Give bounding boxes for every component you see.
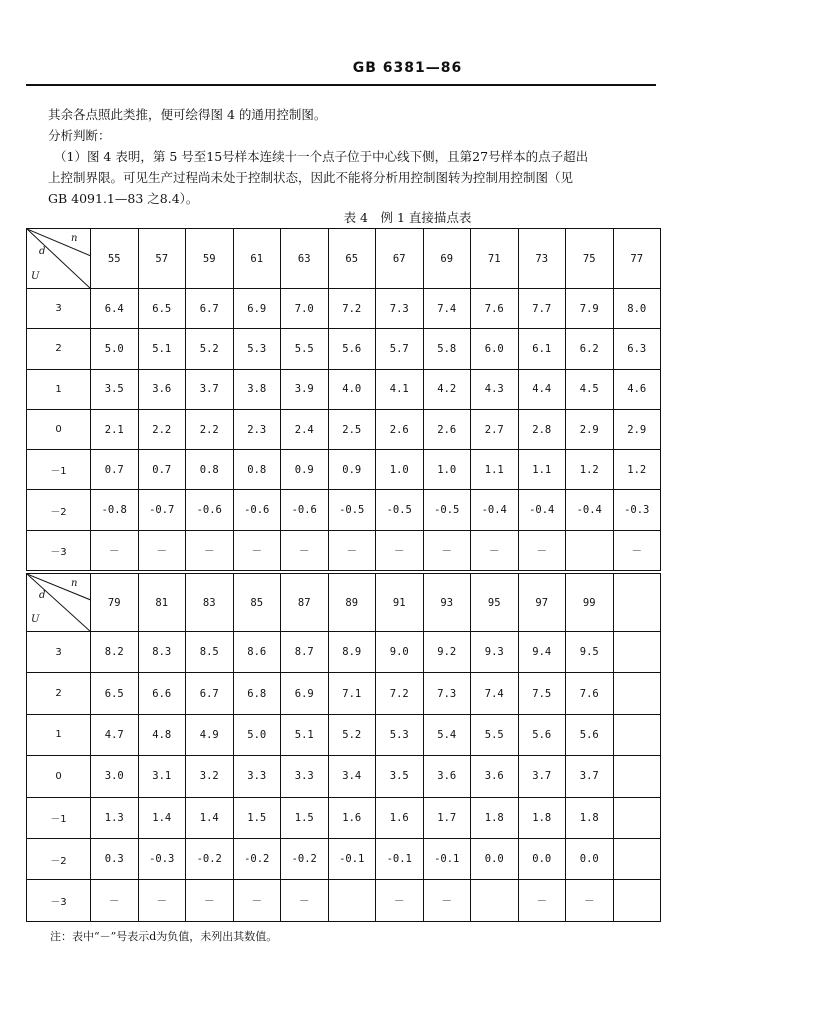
column-header-n: 71 [471, 229, 519, 289]
column-header-n: 89 [328, 574, 376, 632]
row-label-u: －2 [27, 838, 91, 879]
table-cell-d: 1.2 [613, 450, 661, 490]
table-cell-d: 9.2 [423, 632, 471, 673]
table-cell-d: 1.0 [376, 450, 424, 490]
row-label-u: 0 [27, 409, 91, 449]
table-cell-d: 3.6 [423, 756, 471, 797]
table-cell-d: 7.7 [518, 289, 566, 329]
table-cell-d: 4.1 [376, 369, 424, 409]
table-cell-d: -0.3 [138, 838, 186, 879]
table-cell-d: 0.0 [518, 838, 566, 879]
table-cell-d: 4.5 [566, 369, 614, 409]
table-cell-d: 2.8 [518, 409, 566, 449]
table-row [27, 530, 661, 570]
corner-label-n: n [71, 233, 78, 244]
table-cell-d: － [233, 880, 281, 921]
table-cell-d: 6.7 [186, 289, 234, 329]
table-row [27, 490, 661, 530]
table-cell-d: 3.3 [233, 756, 281, 797]
table-cell-d: 2.7 [471, 409, 519, 449]
table-row [27, 369, 661, 409]
row-label-u: 3 [27, 632, 91, 673]
table-cell-d: 7.2 [328, 289, 376, 329]
table-cell-d: -0.7 [138, 490, 186, 530]
table-cell-d: 0.7 [91, 450, 139, 490]
column-header-n: 69 [423, 229, 471, 289]
table-cell-d: － [376, 880, 424, 921]
table-cell-d: － [471, 530, 519, 570]
table-cell-d: 2.6 [423, 409, 471, 449]
table-cell-d: 3.1 [138, 756, 186, 797]
column-header-n: 65 [328, 229, 376, 289]
table-cell-d: 1.5 [281, 797, 329, 838]
table-cell-d: 7.0 [281, 289, 329, 329]
table-cell-d: 6.3 [613, 329, 661, 369]
corner-label-U: U [31, 614, 40, 625]
table-cell-d: 0.7 [138, 450, 186, 490]
column-header-n: 95 [471, 574, 519, 632]
corner-label-U: U [31, 271, 40, 282]
table-cell-d: 5.2 [186, 329, 234, 369]
table-cell-d: － [376, 530, 424, 570]
table-cell-d: 8.7 [281, 632, 329, 673]
table-cell-d: 8.2 [91, 632, 139, 673]
table-cell-d: 7.3 [376, 289, 424, 329]
table-cell-d: -0.1 [423, 838, 471, 879]
diagonal-line-upper [27, 574, 91, 600]
table-row [27, 797, 661, 838]
table-cell-d: － [566, 880, 614, 921]
table-header-row [27, 574, 661, 632]
table-cell-d: 3.3 [281, 756, 329, 797]
table-cell-d: 5.5 [281, 329, 329, 369]
table-cell-d: 0.9 [328, 450, 376, 490]
table-cell-d: 4.3 [471, 369, 519, 409]
column-header-n: 85 [233, 574, 281, 632]
table-cell-d: － [328, 530, 376, 570]
row-label-u: 2 [27, 673, 91, 714]
table-row [27, 756, 661, 797]
table-cell-d: 5.6 [328, 329, 376, 369]
table-cell-d: 1.7 [423, 797, 471, 838]
table-cell-d: － [518, 880, 566, 921]
table-cell-d: 0.9 [281, 450, 329, 490]
corner-label-d: d [39, 245, 46, 257]
corner-label-d: d [39, 590, 46, 602]
table-note: 注：表中“－”号表示d为负值，未列出其数值。 [50, 930, 278, 943]
diagonal-corner-cell [27, 229, 91, 289]
table-cell-d: － [91, 530, 139, 570]
table-cell-d: 0.8 [186, 450, 234, 490]
table-cell-d: － [186, 880, 234, 921]
standard-code-header: GB 6381—86 [352, 60, 463, 76]
column-header-n: 77 [613, 229, 661, 289]
table-cell-d: 5.0 [91, 329, 139, 369]
table-cell-d: 7.5 [518, 673, 566, 714]
column-header-n: 61 [233, 229, 281, 289]
table-cell-d: 1.4 [138, 797, 186, 838]
table-cell-d: 1.4 [186, 797, 234, 838]
table-cell-d [613, 838, 661, 879]
paragraph-3: （1）图 4 表明，第 5 号至15号样本连续十一个点子位于中心线下侧，且第27号样本的点子超出 [54, 149, 589, 164]
table-cell-d: 3.2 [186, 756, 234, 797]
row-label-u: 3 [27, 289, 91, 329]
table-caption: 表 4 例 1 直接描点表 [343, 210, 472, 225]
table-row [27, 289, 661, 329]
table-cell-d: -0.6 [233, 490, 281, 530]
table-cell-d [613, 756, 661, 797]
column-header-n: 59 [186, 229, 234, 289]
table-cell-d: -0.5 [328, 490, 376, 530]
column-header-n: 67 [376, 229, 424, 289]
column-header-n [613, 574, 661, 632]
table-cell-d: 2.2 [186, 409, 234, 449]
table-cell-d: 1.1 [518, 450, 566, 490]
table-cell-d: 5.3 [376, 714, 424, 755]
table-cell-d: 8.5 [186, 632, 234, 673]
table-cell-d: 0.3 [91, 838, 139, 879]
table-row [27, 673, 661, 714]
table-cell-d: -0.2 [233, 838, 281, 879]
table-cell-d: 6.9 [233, 289, 281, 329]
table-cell-d: 4.9 [186, 714, 234, 755]
column-header-n: 79 [91, 574, 139, 632]
column-header-n: 55 [91, 229, 139, 289]
column-header-n: 57 [138, 229, 186, 289]
table-cell-d: － [613, 530, 661, 570]
column-header-n: 97 [518, 574, 566, 632]
table-cell-d: － [138, 530, 186, 570]
table-cell-d: 1.6 [328, 797, 376, 838]
table-cell-d: -0.4 [518, 490, 566, 530]
table-cell-d: 4.8 [138, 714, 186, 755]
table-cell-d: 2.9 [613, 409, 661, 449]
column-header-n: 93 [423, 574, 471, 632]
table-cell-d: -0.3 [613, 490, 661, 530]
table-cell-d: 5.8 [423, 329, 471, 369]
table-cell-d: -0.1 [328, 838, 376, 879]
corner-label-n: n [71, 578, 78, 589]
table-cell-d: 1.2 [566, 450, 614, 490]
table-cell-d: 2.9 [566, 409, 614, 449]
table-cell-d: -0.5 [423, 490, 471, 530]
column-header-n: 81 [138, 574, 186, 632]
table-cell-d: 3.0 [91, 756, 139, 797]
table-cell-d: 0.8 [233, 450, 281, 490]
table-cell-d: -0.4 [566, 490, 614, 530]
table-cell-d: 5.6 [518, 714, 566, 755]
table-cell-d: － [423, 880, 471, 921]
table-cell-d: 3.5 [91, 369, 139, 409]
table-row [27, 714, 661, 755]
table-row [27, 838, 661, 879]
table-cell-d [471, 880, 519, 921]
table-cell-d: 2.6 [376, 409, 424, 449]
table-cell-d: 1.8 [471, 797, 519, 838]
table-cell-d: 6.5 [138, 289, 186, 329]
table-cell-d: 6.5 [91, 673, 139, 714]
table-cell-d: 3.6 [138, 369, 186, 409]
row-label-u: 1 [27, 369, 91, 409]
table-cell-d: 7.4 [423, 289, 471, 329]
table-cell-d: -0.6 [186, 490, 234, 530]
table-cell-d: 0.0 [471, 838, 519, 879]
table-cell-d: 8.9 [328, 632, 376, 673]
table-cell-d: 3.6 [471, 756, 519, 797]
table-cell-d: 7.1 [328, 673, 376, 714]
table-cell-d [566, 530, 614, 570]
table-cell-d: 1.6 [376, 797, 424, 838]
column-header-n: 87 [281, 574, 329, 632]
table-cell-d: 5.3 [233, 329, 281, 369]
table-cell-d: 6.9 [281, 673, 329, 714]
table-cell-d: 9.3 [471, 632, 519, 673]
table-cell-d: 1.0 [423, 450, 471, 490]
column-header-n: 91 [376, 574, 424, 632]
table-header-row [27, 229, 661, 289]
table-cell-d: -0.5 [376, 490, 424, 530]
plot-table-1 [26, 228, 661, 571]
row-label-u: －1 [27, 450, 91, 490]
table-cell-d: 2.1 [91, 409, 139, 449]
paragraph-4: 上控制界限。可见生产过程尚未处于控制状态，因此不能将分析用控制图转为控制用控制图（见 [48, 170, 574, 185]
table-cell-d: -0.8 [91, 490, 139, 530]
table-cell-d: － [186, 530, 234, 570]
paragraph-5: GB 4091.1—83 之8.4）。 [48, 191, 199, 206]
table-cell-d: -0.2 [281, 838, 329, 879]
table-cell-d: 5.0 [233, 714, 281, 755]
table-cell-d: 8.0 [613, 289, 661, 329]
table-cell-d: 6.1 [518, 329, 566, 369]
table-cell-d: － [423, 530, 471, 570]
table-cell-d: 2.4 [281, 409, 329, 449]
table-cell-d: － [138, 880, 186, 921]
paragraph-2: 分析判断： [48, 128, 111, 143]
table-cell-d: － [281, 530, 329, 570]
table-cell-d: 5.4 [423, 714, 471, 755]
table-cell-d: 3.8 [233, 369, 281, 409]
table-cell-d: 3.7 [566, 756, 614, 797]
table-cell-d: 5.2 [328, 714, 376, 755]
table-row [27, 880, 661, 921]
row-label-u: －3 [27, 530, 91, 570]
plot-table-2 [26, 573, 661, 922]
table-cell-d: -0.6 [281, 490, 329, 530]
table-cell-d [613, 797, 661, 838]
table-cell-d: 1.1 [471, 450, 519, 490]
table-cell-d: － [233, 530, 281, 570]
table-cell-d: 2.3 [233, 409, 281, 449]
table-cell-d: 2.5 [328, 409, 376, 449]
table-cell-d: 5.5 [471, 714, 519, 755]
table-cell-d [613, 673, 661, 714]
table-cell-d: 9.0 [376, 632, 424, 673]
table-cell-d: － [91, 880, 139, 921]
table-cell-d: 3.7 [186, 369, 234, 409]
column-header-n: 63 [281, 229, 329, 289]
table-cell-d: 6.0 [471, 329, 519, 369]
table-cell-d: 7.4 [471, 673, 519, 714]
table-row [27, 409, 661, 449]
table-row [27, 632, 661, 673]
table-cell-d: 4.7 [91, 714, 139, 755]
table-cell-d: 1.3 [91, 797, 139, 838]
table-cell-d: 7.6 [566, 673, 614, 714]
table-cell-d: 9.4 [518, 632, 566, 673]
row-label-u: 0 [27, 756, 91, 797]
table-cell-d: － [518, 530, 566, 570]
table-row [27, 450, 661, 490]
table-cell-d: 7.9 [566, 289, 614, 329]
table-cell-d: 8.6 [233, 632, 281, 673]
table-cell-d: 4.2 [423, 369, 471, 409]
row-label-u: 2 [27, 329, 91, 369]
table-cell-d: 7.6 [471, 289, 519, 329]
table-cell-d: 6.2 [566, 329, 614, 369]
table-cell-d: 3.5 [376, 756, 424, 797]
table-cell-d: 2.2 [138, 409, 186, 449]
table-cell-d: 5.6 [566, 714, 614, 755]
table-cell-d: 7.2 [376, 673, 424, 714]
table-cell-d: 5.1 [138, 329, 186, 369]
table-cell-d: 3.9 [281, 369, 329, 409]
column-header-n: 83 [186, 574, 234, 632]
table-cell-d: 3.4 [328, 756, 376, 797]
table-cell-d: 1.8 [518, 797, 566, 838]
table-cell-d: 6.8 [233, 673, 281, 714]
column-header-n: 73 [518, 229, 566, 289]
table-cell-d: -0.4 [471, 490, 519, 530]
diagonal-corner-cell [27, 574, 91, 632]
table-cell-d: 3.7 [518, 756, 566, 797]
table-cell-d: － [281, 880, 329, 921]
table-cell-d: 6.6 [138, 673, 186, 714]
table-cell-d: 5.1 [281, 714, 329, 755]
table-cell-d: 7.3 [423, 673, 471, 714]
table-cell-d: 1.8 [566, 797, 614, 838]
table-cell-d: 5.7 [376, 329, 424, 369]
table-cell-d [328, 880, 376, 921]
table-cell-d: 4.4 [518, 369, 566, 409]
header-rule [26, 84, 656, 86]
table-cell-d [613, 880, 661, 921]
row-label-u: －2 [27, 490, 91, 530]
table-cell-d: 8.3 [138, 632, 186, 673]
diagonal-line-upper [27, 229, 91, 256]
row-label-u: 1 [27, 714, 91, 755]
table-cell-d: -0.2 [186, 838, 234, 879]
row-label-u: －1 [27, 797, 91, 838]
table-cell-d: 0.0 [566, 838, 614, 879]
table-cell-d: 4.0 [328, 369, 376, 409]
table-cell-d: 6.4 [91, 289, 139, 329]
table-cell-d: -0.1 [376, 838, 424, 879]
table-cell-d: 4.6 [613, 369, 661, 409]
table-cell-d: 1.5 [233, 797, 281, 838]
paragraph-1: 其余各点照此类推，便可绘得图 4 的通用控制图。 [48, 107, 327, 122]
table-cell-d: 9.5 [566, 632, 614, 673]
table-cell-d: 6.7 [186, 673, 234, 714]
row-label-u: －3 [27, 880, 91, 921]
column-header-n: 75 [566, 229, 614, 289]
table-cell-d [613, 714, 661, 755]
table-cell-d [613, 632, 661, 673]
table-row [27, 329, 661, 369]
column-header-n: 99 [566, 574, 614, 632]
